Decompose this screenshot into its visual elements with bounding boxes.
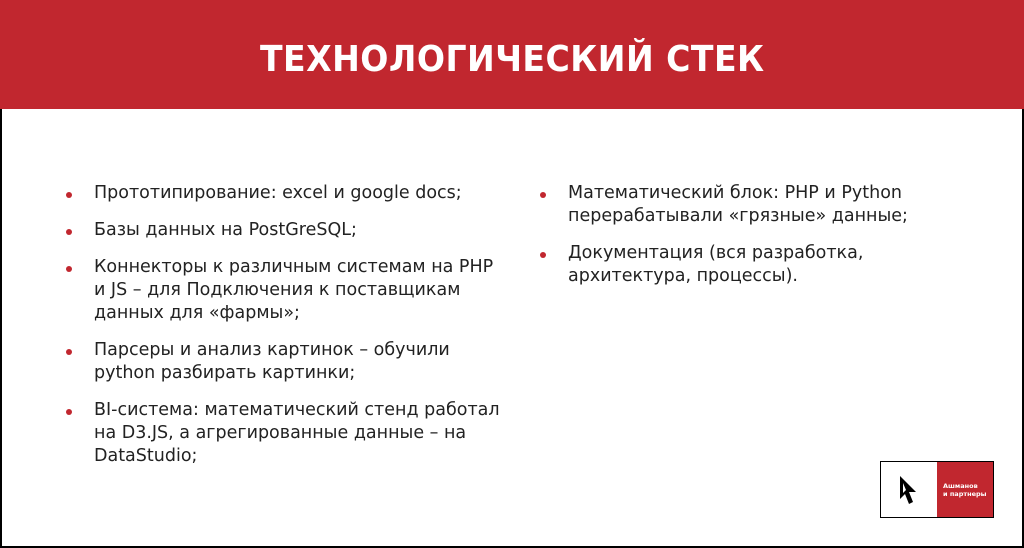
list-item-text: BI-система: математический стенд работал на D3.JS, а агрегированные данные – на DataStudio; [94, 400, 500, 466]
right-column [538, 182, 958, 302]
slide-title: ТЕХНОЛОГИЧЕСКИЙ СТЕК [259, 39, 765, 80]
list-item-text: Базы данных на PostGreSQL; [94, 220, 357, 240]
left-column [64, 182, 504, 482]
company-logo [880, 461, 994, 518]
list-item [538, 242, 958, 288]
list-item-text: Коннекторы к различным системам на PHP и JS – для Подключения к поставщикам данных для «фармы»; [94, 257, 494, 323]
list-item [64, 256, 504, 325]
list-item [64, 399, 504, 468]
list-item-text: Документация (вся разработка, архитектура, процессы). [568, 243, 864, 286]
list-item [64, 339, 504, 385]
bullet-icon [540, 252, 546, 258]
right-bullet-list [538, 182, 958, 288]
logo-line-2: и партнеры [943, 489, 987, 498]
bullet-icon [66, 192, 72, 198]
logo-line-1: Ашманов [943, 481, 978, 490]
bullet-icon [66, 349, 72, 355]
list-item-text: Математический блок: PHP и Python перерабатывали «грязные» данные; [568, 183, 908, 226]
list-item [64, 219, 504, 242]
bullet-icon [66, 266, 72, 272]
list-item [64, 182, 504, 205]
bullet-icon [540, 192, 546, 198]
bullet-icon [66, 409, 72, 415]
logo-text [937, 462, 993, 517]
cursor-a-icon [881, 462, 937, 517]
list-item-text: Прототипирование: excel и google docs; [94, 183, 462, 203]
title-banner [0, 0, 1024, 109]
list-item [538, 182, 958, 228]
bullet-icon [66, 229, 72, 235]
left-bullet-list [64, 182, 504, 468]
list-item-text: Парсеры и анализ картинок – обучили python разбирать картинки; [94, 340, 450, 383]
